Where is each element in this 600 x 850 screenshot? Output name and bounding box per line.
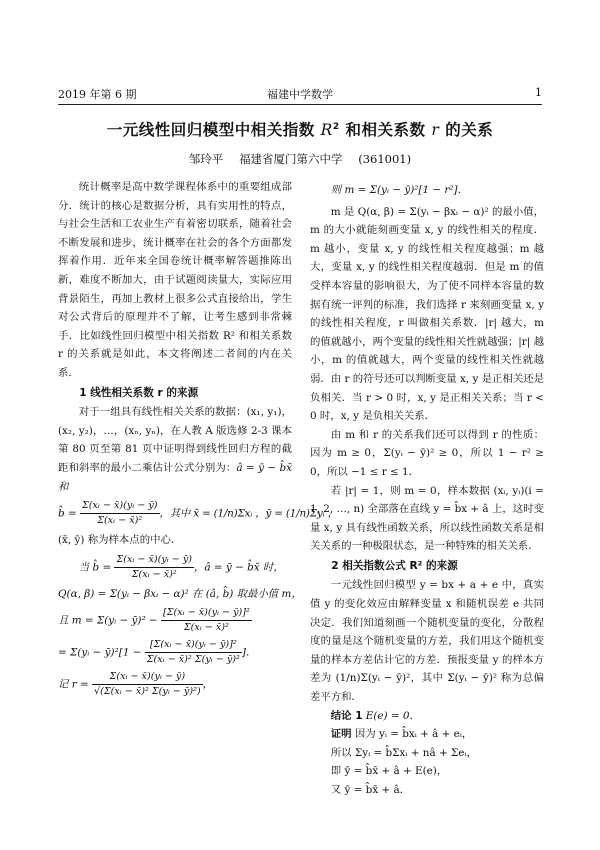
- title-R: R: [320, 121, 333, 139]
- r-fraction: [92, 670, 203, 699]
- r-denominator: √(Σ(xᵢ − x̄)² Σ(yᵢ − ȳ)²): [93, 686, 201, 698]
- when-equation: [58, 553, 292, 582]
- bhat-numerator: Σ(xᵢ − x̄)(yᵢ − ȳ): [80, 499, 160, 514]
- section2-heading: 2 相关指数公式 R² 的来源: [331, 559, 458, 572]
- running-header: [58, 86, 542, 105]
- conclusion-line: [310, 707, 544, 726]
- r-equation: [58, 670, 292, 699]
- page-number: 1: [535, 86, 542, 99]
- proof-line-4: 又 ȳ = b̂x̄ + â．: [330, 784, 411, 796]
- m-prefix: 且 m = Σ(yᵢ − ȳ)² −: [58, 614, 158, 627]
- author-name: 邹玲平: [188, 152, 224, 166]
- ahat-formula: â = ȳ − b̂x̄ 和: [58, 461, 293, 493]
- bhat-denominator: Σ(xᵢ − x̄)²: [97, 515, 143, 527]
- s1-paragraph: [58, 403, 292, 496]
- section1-heading: 1 线性相关系数 r 的来源: [79, 386, 199, 399]
- conclusion-text: E(e) = 0．: [365, 709, 420, 722]
- proof-text-1: 因为 yᵢ = b̂xᵢ + â + eᵢ，: [354, 728, 473, 741]
- q-line: Q(α, β) = Σ(yᵢ − βxᵢ − α)² 在 (â, b̂) 取最小值 m，: [58, 587, 302, 600]
- m2-suffix: ]．: [241, 646, 257, 659]
- author-affiliation: 福建省厦门第六中学 (361001): [239, 152, 412, 166]
- title-sup: 2: [332, 121, 340, 132]
- bhat-where: ，其中 x̄ = (1/n)Σxᵢ ，ȳ = (1/n)Σyᵢ ，: [159, 507, 338, 520]
- journal-name: 福建中学数学: [267, 88, 333, 101]
- proof-line-3: 即 ȳ = b̂x̄ + â + E(e)，: [330, 765, 448, 778]
- m-numerator: [Σ(xᵢ − x̄)(yᵢ − ȳ)]²: [161, 606, 252, 621]
- proof-label: 证明: [330, 728, 352, 741]
- m2-numerator: [Σ(xᵢ − x̄)(yᵢ − ȳ)]²: [145, 638, 242, 653]
- conclusion-label: 结论 1: [330, 709, 363, 722]
- bhat-lhs: b̂ =: [58, 507, 77, 520]
- title-part2: 和相关系数: [339, 121, 432, 139]
- intro-paragraph: 统计概率是高中数学课程体系中的重要组成部分．统计的核心是数据分析，具有实用性的特点，与社会生活和工农业生产有着密切联系，随着社会不断发展和进步，统计概率在社会的各个方面都发挥着作用．近年来全国卷统计概率解答题推陈出新，难度不断加大，由于试题阅读量大，实际应用背景陌生，再加上教材上很多公式直接给出，学生对公式背后的原理并不了解，让考生感到非常棘手．比如线性回归模型中相关指数 R² 和相关系数 r 的关系就是如此，本文将阐述二者间的内在关系．: [58, 181, 292, 379]
- article-title: [0, 118, 600, 140]
- issue-label: 2019 年第 6 期: [58, 88, 137, 101]
- r-numerator: Σ(xᵢ − x̄)(yᵢ − ȳ): [92, 670, 203, 685]
- when-suffix: ，â = ȳ − b̂x̄ 时，: [194, 561, 284, 574]
- when-numerator: Σ(xᵢ − x̄)(yᵢ − ȳ): [114, 553, 194, 568]
- when-prefix: 当 b̂ =: [78, 561, 112, 574]
- m2-equation: [58, 638, 292, 667]
- title-r: r: [431, 121, 440, 139]
- m-fraction: [161, 606, 252, 635]
- proof-line-1: [310, 725, 544, 744]
- bhat-fraction: [80, 499, 160, 528]
- model-paragraph: 一元线性回归模型 y = bx + a + e 中，真实值 y 的变化效应由解释变量 x 和随机误差 e 共同决定．我们知道刻画一个随机变量的变化，分散程度的量是这个随机变量的方差，我们用这个随机变量的样本方差估计它的方差．预报变量 y 的样本方差为 (1/n)Σ(yᵢ − ȳ)²，其中 Σ(yᵢ − ȳ)² 称为总偏差平方和．: [310, 579, 544, 704]
- m-equation: [58, 606, 292, 635]
- right-column: [310, 178, 544, 800]
- m2-prefix: = Σ(yᵢ − ȳ)²[1 −: [58, 646, 142, 659]
- m-denominator: Σ(xᵢ − x̄)²: [183, 622, 229, 634]
- left-column: [58, 178, 338, 702]
- proof-line-2: 所以 Σyᵢ = b̂Σxᵢ + nâ + Σeᵢ，: [330, 746, 477, 759]
- m2-denominator: Σ(xᵢ − x̄)² Σ(yᵢ − ȳ)²: [146, 654, 240, 666]
- author-line: [0, 151, 600, 167]
- r-suffix: ，: [202, 678, 214, 691]
- center-note: (x̄, ȳ) 称为样本点的中心．: [58, 534, 182, 547]
- m-discussion-paragraph: m 是 Q(α, β) = Σ(yᵢ − βxᵢ − α)² 的最小值，m 的大小就能刻画变量 x, y 的线性相关的程度．m 越小，变量 x, y 的线性相关程度越强；m 越大，变量 x, y 的线性相关程度越弱．但是 m 的值受样本容量的影响很大，为了使不同样本容量的数据有统一评判的标准，我们选择 r 来刻画变量 x, y 的线性相关程度，r 叫做相关系数．|r| 越大，m 的值就越小，两个变量的线性相关性就越强；|r| 越小，m 的值就越大，两个变量的线性相关性就越弱．由 r 的符号还可以判断变量 x, y 是正相关还是负相关．当 r > 0 时，x, y 是正相关关系；当 r < 0 时，x, y 是负相关关系．: [310, 205, 544, 423]
- r-prefix: 记 r =: [58, 678, 89, 691]
- m2-fraction: [145, 638, 242, 667]
- r-property-paragraph: 由 m 和 r 的关系我们还可以得到 r 的性质：因为 m ≥ 0，Σ(yᵢ − ȳ)² ≥ 0，所以 1 − r² ≥ 0，所以 −1 ≤ r ≤ 1．: [310, 428, 544, 478]
- limit-case-paragraph: 若 |r| = 1，则 m = 0，样本数据 (xᵢ, yᵢ)(i = 1, 2, …, n) 全部落在直线 y = b̂x + â 上，这时变量 x, y 具有线性函数关系，所以线性函数关系是相关关系的一种极限状态，是一种特殊的相关关系．: [310, 484, 544, 553]
- bhat-equation: [58, 499, 338, 528]
- when-fraction: [114, 553, 194, 582]
- title-part3: 的关系: [439, 121, 494, 139]
- s1-text: 对于一组具有线性相关关系的数据：(x₁, y₁)，(x₂, y₂)，…，(xₙ, yₙ)，在人教 A 版选修 2-3 课本第 80 页至第 81 页中证明得到线性回归方程的截距和斜率的最小二乘估计公式分别为：: [58, 406, 292, 474]
- title-part1: 一元线性回归模型中相关指数: [106, 121, 321, 139]
- then-m-equation: 则 m = Σ(yᵢ − ȳ)²[1 − r²]．: [330, 184, 468, 196]
- when-denominator: Σ(xᵢ − x̄)²: [131, 568, 177, 580]
